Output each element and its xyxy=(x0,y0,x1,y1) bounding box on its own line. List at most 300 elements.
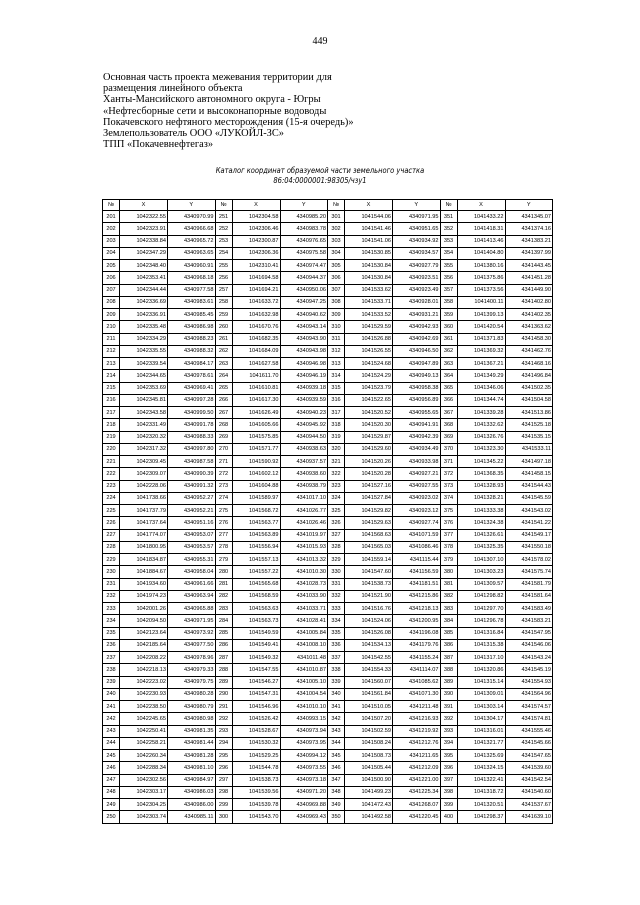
point-number-cell: 368 xyxy=(440,419,457,431)
x-coordinate-cell: 1041626.49 xyxy=(232,407,280,419)
x-coordinate-cell: 1042309.07 xyxy=(120,468,168,480)
y-coordinate-cell: 4340947.25 xyxy=(280,296,328,308)
point-number-cell: 349 xyxy=(328,799,345,811)
y-coordinate-cell: 4340969.41 xyxy=(168,382,216,394)
x-coordinate-cell: 1041502.59 xyxy=(345,725,393,737)
x-coordinate-cell: 1041554.33 xyxy=(345,664,393,676)
y-coordinate-cell: 4340988.23 xyxy=(168,333,216,345)
y-coordinate-cell: 4341545.59 xyxy=(505,492,553,504)
y-coordinate-cell: 4340973.95 xyxy=(280,737,328,749)
point-number-cell: 397 xyxy=(440,774,457,786)
y-coordinate-cell: 4340976.65 xyxy=(280,235,328,247)
y-coordinate-cell: 4340966.68 xyxy=(168,223,216,235)
x-coordinate-cell: 1041694.58 xyxy=(232,272,280,284)
point-number-cell: 229 xyxy=(103,554,120,566)
y-coordinate-cell: 4340928.01 xyxy=(393,296,441,308)
y-coordinate-cell: 4340993.15 xyxy=(280,713,328,725)
catalog-title xyxy=(58,166,583,185)
table-header-row xyxy=(103,200,553,211)
y-coordinate-cell: 4341011.48 xyxy=(280,652,328,664)
x-coordinate-cell: 1041617.30 xyxy=(232,394,280,406)
y-coordinate-cell: 4340994.12 xyxy=(280,750,328,762)
x-coordinate-cell: 1041404.80 xyxy=(457,247,505,259)
x-coordinate-cell: 1041559.14 xyxy=(345,554,393,566)
point-number-cell: 218 xyxy=(103,419,120,431)
y-coordinate-cell: 4340944.50 xyxy=(280,431,328,443)
point-number-cell: 379 xyxy=(440,554,457,566)
x-coordinate-cell: 1041375.86 xyxy=(457,272,505,284)
y-coordinate-cell: 4340938.79 xyxy=(280,480,328,492)
x-coordinate-cell: 1042094.50 xyxy=(120,615,168,627)
point-number-cell: 305 xyxy=(328,260,345,272)
y-coordinate-cell: 4340977.50 xyxy=(168,639,216,651)
table-row xyxy=(103,603,553,615)
column-header: X xyxy=(457,200,505,211)
column-header: Y xyxy=(280,200,328,211)
x-coordinate-cell: 1041304.17 xyxy=(457,713,505,725)
point-number-cell: 330 xyxy=(328,566,345,578)
point-number-cell: 215 xyxy=(103,382,120,394)
x-coordinate-cell: 1041563.77 xyxy=(232,517,280,529)
x-coordinate-cell: 1041530.84 xyxy=(345,260,393,272)
table-row xyxy=(103,517,553,529)
point-number-cell: 266 xyxy=(215,394,232,406)
y-coordinate-cell: 4340969.43 xyxy=(280,811,328,823)
point-number-cell: 373 xyxy=(440,480,457,492)
x-coordinate-cell: 1041774.07 xyxy=(120,529,168,541)
point-number-cell: 332 xyxy=(328,590,345,602)
point-number-cell: 336 xyxy=(328,639,345,651)
point-number-cell: 235 xyxy=(103,627,120,639)
x-coordinate-cell: 1041737.79 xyxy=(120,505,168,517)
point-number-cell: 209 xyxy=(103,309,120,321)
x-coordinate-cell: 1041684.09 xyxy=(232,345,280,357)
x-coordinate-cell: 1041547.55 xyxy=(232,664,280,676)
point-number-cell: 341 xyxy=(328,701,345,713)
y-coordinate-cell: 4340961.66 xyxy=(168,578,216,590)
point-number-cell: 360 xyxy=(440,321,457,333)
point-number-cell: 271 xyxy=(215,456,232,468)
y-coordinate-cell: 4341015.93 xyxy=(280,541,328,553)
y-coordinate-cell: 4340971.20 xyxy=(280,786,328,798)
point-number-cell: 394 xyxy=(440,737,457,749)
x-coordinate-cell: 1041298.37 xyxy=(457,811,505,823)
y-coordinate-cell: 4340997.80 xyxy=(168,443,216,455)
y-coordinate-cell: 4340981.44 xyxy=(168,737,216,749)
table-row xyxy=(103,725,553,737)
point-number-cell: 335 xyxy=(328,627,345,639)
x-coordinate-cell: 1041834.87 xyxy=(120,554,168,566)
y-coordinate-cell: 4341543.02 xyxy=(505,505,553,517)
x-coordinate-cell: 1041368.35 xyxy=(457,468,505,480)
x-coordinate-cell: 1041541.06 xyxy=(345,235,393,247)
point-number-cell: 212 xyxy=(103,345,120,357)
table-row xyxy=(103,627,553,639)
x-coordinate-cell: 1041323.30 xyxy=(457,443,505,455)
y-coordinate-cell: 4341212.76 xyxy=(393,737,441,749)
column-header: № xyxy=(328,200,345,211)
x-coordinate-cell: 1041521.90 xyxy=(345,590,393,602)
x-coordinate-cell: 1042304.25 xyxy=(120,799,168,811)
y-coordinate-cell: 4340985.11 xyxy=(168,811,216,823)
point-number-cell: 249 xyxy=(103,799,120,811)
table-row xyxy=(103,541,553,553)
x-coordinate-cell: 1041315.14 xyxy=(457,676,505,688)
point-number-cell: 317 xyxy=(328,407,345,419)
point-number-cell: 386 xyxy=(440,639,457,651)
header-line: размещения линейного объекта xyxy=(103,83,243,95)
y-coordinate-cell: 4340941.91 xyxy=(393,419,441,431)
x-coordinate-cell: 1041682.35 xyxy=(232,333,280,345)
x-coordinate-cell: 1041530.32 xyxy=(232,737,280,749)
point-number-cell: 309 xyxy=(328,309,345,321)
point-number-cell: 369 xyxy=(440,431,457,443)
x-coordinate-cell: 1041309.01 xyxy=(457,688,505,700)
x-coordinate-cell: 1041526.55 xyxy=(345,345,393,357)
point-number-cell: 285 xyxy=(215,627,232,639)
point-number-cell: 206 xyxy=(103,272,120,284)
point-number-cell: 342 xyxy=(328,713,345,725)
table-row xyxy=(103,223,553,235)
y-coordinate-cell: 4340985.45 xyxy=(168,309,216,321)
x-coordinate-cell: 1042353.69 xyxy=(120,382,168,394)
column-header: X xyxy=(120,200,168,211)
y-coordinate-cell: 4340963.94 xyxy=(168,590,216,602)
point-number-cell: 291 xyxy=(215,701,232,713)
x-coordinate-cell: 1041533.71 xyxy=(345,296,393,308)
point-number-cell: 325 xyxy=(328,505,345,517)
table-row xyxy=(103,578,553,590)
point-number-cell: 314 xyxy=(328,370,345,382)
table-row xyxy=(103,358,553,370)
column-header: № xyxy=(215,200,232,211)
y-coordinate-cell: 4340971.95 xyxy=(168,615,216,627)
x-coordinate-cell: 1041520.26 xyxy=(345,456,393,468)
table-row xyxy=(103,639,553,651)
point-number-cell: 399 xyxy=(440,799,457,811)
point-number-cell: 307 xyxy=(328,284,345,296)
y-coordinate-cell: 4341211.65 xyxy=(393,750,441,762)
y-coordinate-cell: 4340974.47 xyxy=(280,260,328,272)
y-coordinate-cell: 4341221.00 xyxy=(393,774,441,786)
point-number-cell: 367 xyxy=(440,407,457,419)
y-coordinate-cell: 4341583.21 xyxy=(505,615,553,627)
table-row xyxy=(103,382,553,394)
y-coordinate-cell: 4340981.10 xyxy=(168,762,216,774)
y-coordinate-cell: 4340984.97 xyxy=(168,774,216,786)
point-number-cell: 347 xyxy=(328,774,345,786)
point-number-cell: 225 xyxy=(103,505,120,517)
x-coordinate-cell: 1042300.87 xyxy=(232,235,280,247)
table-row xyxy=(103,762,553,774)
y-coordinate-cell: 4341402.80 xyxy=(505,296,553,308)
point-number-cell: 326 xyxy=(328,517,345,529)
y-coordinate-cell: 4341028.73 xyxy=(280,578,328,590)
point-number-cell: 254 xyxy=(215,247,232,259)
point-number-cell: 279 xyxy=(215,554,232,566)
point-number-cell: 353 xyxy=(440,235,457,247)
x-coordinate-cell: 1041602.12 xyxy=(232,468,280,480)
x-coordinate-cell: 1041516.76 xyxy=(345,603,393,615)
table-row xyxy=(103,750,553,762)
x-coordinate-cell: 1041326.61 xyxy=(457,529,505,541)
y-coordinate-cell: 4341004.54 xyxy=(280,688,328,700)
y-coordinate-cell: 4340934.57 xyxy=(393,247,441,259)
point-number-cell: 243 xyxy=(103,725,120,737)
coordinates-table xyxy=(102,199,553,824)
x-coordinate-cell: 1041526.42 xyxy=(232,713,280,725)
point-number-cell: 383 xyxy=(440,603,457,615)
y-coordinate-cell: 4340969.88 xyxy=(280,799,328,811)
x-coordinate-cell: 1041316.84 xyxy=(457,627,505,639)
table-row xyxy=(103,701,553,713)
y-coordinate-cell: 4341383.21 xyxy=(505,235,553,247)
x-coordinate-cell: 1042228.06 xyxy=(120,480,168,492)
y-coordinate-cell: 4341581.64 xyxy=(505,590,553,602)
x-coordinate-cell: 1042317.32 xyxy=(120,443,168,455)
y-coordinate-cell: 4341547.65 xyxy=(505,750,553,762)
point-number-cell: 318 xyxy=(328,419,345,431)
x-coordinate-cell: 1041575.85 xyxy=(232,431,280,443)
x-coordinate-cell: 1042238.50 xyxy=(120,701,168,713)
x-coordinate-cell: 1041332.62 xyxy=(457,419,505,431)
x-coordinate-cell: 1041546.27 xyxy=(232,676,280,688)
x-coordinate-cell: 1041527.84 xyxy=(345,492,393,504)
point-number-cell: 278 xyxy=(215,541,232,553)
point-number-cell: 248 xyxy=(103,786,120,798)
x-coordinate-cell: 1042320.32 xyxy=(120,431,168,443)
x-coordinate-cell: 1041345.22 xyxy=(457,456,505,468)
point-number-cell: 275 xyxy=(215,505,232,517)
x-coordinate-cell: 1042353.41 xyxy=(120,272,168,284)
point-number-cell: 260 xyxy=(215,321,232,333)
y-coordinate-cell: 4340980.28 xyxy=(168,688,216,700)
y-coordinate-cell: 4341086.46 xyxy=(393,541,441,553)
y-coordinate-cell: 4341547.95 xyxy=(505,627,553,639)
y-coordinate-cell: 4340942.69 xyxy=(393,333,441,345)
x-coordinate-cell: 1041605.66 xyxy=(232,419,280,431)
x-coordinate-cell: 1041542.55 xyxy=(345,652,393,664)
point-number-cell: 204 xyxy=(103,247,120,259)
x-coordinate-cell: 1042336.69 xyxy=(120,296,168,308)
table-row xyxy=(103,554,553,566)
y-coordinate-cell: 4341564.96 xyxy=(505,688,553,700)
y-coordinate-cell: 4340943.14 xyxy=(280,321,328,333)
y-coordinate-cell: 4341005.10 xyxy=(280,676,328,688)
x-coordinate-cell: 1041561.84 xyxy=(345,688,393,700)
point-number-cell: 214 xyxy=(103,370,120,382)
x-coordinate-cell: 1041529.60 xyxy=(345,443,393,455)
point-number-cell: 340 xyxy=(328,688,345,700)
x-coordinate-cell: 1041523.79 xyxy=(345,382,393,394)
y-coordinate-cell: 4340946.98 xyxy=(280,358,328,370)
x-coordinate-cell: 1041563.73 xyxy=(232,615,280,627)
y-coordinate-cell: 4341639.10 xyxy=(505,811,553,823)
point-number-cell: 253 xyxy=(215,235,232,247)
x-coordinate-cell: 1042344.44 xyxy=(120,284,168,296)
y-coordinate-cell: 4340956.89 xyxy=(393,394,441,406)
point-number-cell: 392 xyxy=(440,713,457,725)
y-coordinate-cell: 4340997.28 xyxy=(168,394,216,406)
y-coordinate-cell: 4340991.78 xyxy=(168,419,216,431)
point-number-cell: 282 xyxy=(215,590,232,602)
point-number-cell: 316 xyxy=(328,394,345,406)
x-coordinate-cell: 1041589.97 xyxy=(232,492,280,504)
x-coordinate-cell: 1042335.55 xyxy=(120,345,168,357)
y-coordinate-cell: 4341218.13 xyxy=(393,603,441,615)
x-coordinate-cell: 1042323.91 xyxy=(120,223,168,235)
point-number-cell: 258 xyxy=(215,296,232,308)
x-coordinate-cell: 1041400.11 xyxy=(457,296,505,308)
point-number-cell: 202 xyxy=(103,223,120,235)
y-coordinate-cell: 4340999.50 xyxy=(168,407,216,419)
x-coordinate-cell: 1041510.05 xyxy=(345,701,393,713)
x-coordinate-cell: 1042001.26 xyxy=(120,603,168,615)
point-number-cell: 346 xyxy=(328,762,345,774)
y-coordinate-cell: 4340978.96 xyxy=(168,652,216,664)
y-coordinate-cell: 4340951.16 xyxy=(168,517,216,529)
point-number-cell: 286 xyxy=(215,639,232,651)
y-coordinate-cell: 4340968.18 xyxy=(168,272,216,284)
x-coordinate-cell: 1041298.82 xyxy=(457,590,505,602)
point-number-cell: 238 xyxy=(103,664,120,676)
point-number-cell: 339 xyxy=(328,676,345,688)
y-coordinate-cell: 4341545.66 xyxy=(505,737,553,749)
y-coordinate-cell: 4341575.74 xyxy=(505,566,553,578)
x-coordinate-cell: 1041538.73 xyxy=(232,774,280,786)
y-coordinate-cell: 4340990.39 xyxy=(168,468,216,480)
y-coordinate-cell: 4340991.32 xyxy=(168,480,216,492)
x-coordinate-cell: 1041556.94 xyxy=(232,541,280,553)
x-coordinate-cell: 1042345.81 xyxy=(120,394,168,406)
point-number-cell: 280 xyxy=(215,566,232,578)
y-coordinate-cell: 4340985.20 xyxy=(280,211,328,223)
x-coordinate-cell: 1042339.54 xyxy=(120,358,168,370)
y-coordinate-cell: 4340923.49 xyxy=(393,284,441,296)
x-coordinate-cell: 1041800.95 xyxy=(120,541,168,553)
point-number-cell: 276 xyxy=(215,517,232,529)
x-coordinate-cell: 1041633.72 xyxy=(232,296,280,308)
point-number-cell: 227 xyxy=(103,529,120,541)
y-coordinate-cell: 4340942.93 xyxy=(393,321,441,333)
x-coordinate-cell: 1041309.57 xyxy=(457,578,505,590)
table-row xyxy=(103,713,553,725)
y-coordinate-cell: 4340955.65 xyxy=(393,407,441,419)
x-coordinate-cell: 1041538.73 xyxy=(345,578,393,590)
table-row xyxy=(103,211,553,223)
table-row xyxy=(103,272,553,284)
y-coordinate-cell: 4341554.93 xyxy=(505,676,553,688)
x-coordinate-cell: 1041604.88 xyxy=(232,480,280,492)
x-coordinate-cell: 1042260.34 xyxy=(120,750,168,762)
point-number-cell: 283 xyxy=(215,603,232,615)
x-coordinate-cell: 1041884.67 xyxy=(120,566,168,578)
x-coordinate-cell: 1042230.93 xyxy=(120,688,168,700)
x-coordinate-cell: 1042258.21 xyxy=(120,737,168,749)
table-row xyxy=(103,786,553,798)
x-coordinate-cell: 1041565.03 xyxy=(345,541,393,553)
table-row xyxy=(103,419,553,431)
x-coordinate-cell: 1041568.72 xyxy=(232,505,280,517)
y-coordinate-cell: 4341542.54 xyxy=(505,774,553,786)
point-number-cell: 295 xyxy=(215,750,232,762)
x-coordinate-cell: 1042306.46 xyxy=(232,223,280,235)
x-coordinate-cell: 1041322.41 xyxy=(457,774,505,786)
point-number-cell: 323 xyxy=(328,480,345,492)
y-coordinate-cell: 4341581.79 xyxy=(505,578,553,590)
y-coordinate-cell: 4341033.71 xyxy=(280,603,328,615)
y-coordinate-cell: 4340947.89 xyxy=(393,358,441,370)
y-coordinate-cell: 4340927.21 xyxy=(393,468,441,480)
y-coordinate-cell: 4340958.04 xyxy=(168,566,216,578)
x-coordinate-cell: 1041563.89 xyxy=(232,529,280,541)
point-number-cell: 226 xyxy=(103,517,120,529)
y-coordinate-cell: 4340939.59 xyxy=(280,394,328,406)
x-coordinate-cell: 1042245.65 xyxy=(120,713,168,725)
point-number-cell: 302 xyxy=(328,223,345,235)
y-coordinate-cell: 4340923.51 xyxy=(393,272,441,284)
point-number-cell: 288 xyxy=(215,664,232,676)
catalog-title-line: Каталог координат образуемой части земельного участка xyxy=(215,165,425,175)
table-row xyxy=(103,370,553,382)
y-coordinate-cell: 4341458.30 xyxy=(505,333,553,345)
y-coordinate-cell: 4340973.94 xyxy=(280,725,328,737)
point-number-cell: 223 xyxy=(103,480,120,492)
y-coordinate-cell: 4341443.45 xyxy=(505,260,553,272)
x-coordinate-cell: 1041524.29 xyxy=(345,370,393,382)
column-header: № xyxy=(103,200,120,211)
y-coordinate-cell: 4340986.03 xyxy=(168,786,216,798)
point-number-cell: 320 xyxy=(328,443,345,455)
column-header: Y xyxy=(505,200,553,211)
x-coordinate-cell: 1041433.22 xyxy=(457,211,505,223)
x-coordinate-cell: 1041529.82 xyxy=(345,505,393,517)
table-row xyxy=(103,407,553,419)
x-coordinate-cell: 1041472.43 xyxy=(345,799,393,811)
y-coordinate-cell: 4340963.65 xyxy=(168,247,216,259)
point-number-cell: 210 xyxy=(103,321,120,333)
point-number-cell: 251 xyxy=(215,211,232,223)
point-number-cell: 231 xyxy=(103,578,120,590)
x-coordinate-cell: 1041325.69 xyxy=(457,750,505,762)
point-number-cell: 211 xyxy=(103,333,120,345)
point-number-cell: 207 xyxy=(103,284,120,296)
y-coordinate-cell: 4340958.38 xyxy=(393,382,441,394)
point-number-cell: 303 xyxy=(328,235,345,247)
point-number-cell: 259 xyxy=(215,309,232,321)
x-coordinate-cell: 1041546.96 xyxy=(232,701,280,713)
table-row xyxy=(103,480,553,492)
x-coordinate-cell: 1041738.66 xyxy=(120,492,168,504)
x-coordinate-cell: 1041320.51 xyxy=(457,799,505,811)
y-coordinate-cell: 4340923.02 xyxy=(393,492,441,504)
table-row xyxy=(103,664,553,676)
point-number-cell: 324 xyxy=(328,492,345,504)
x-coordinate-cell: 1042304.58 xyxy=(232,211,280,223)
x-coordinate-cell: 1041543.70 xyxy=(232,811,280,823)
y-coordinate-cell: 4340940.23 xyxy=(280,407,328,419)
x-coordinate-cell: 1042185.64 xyxy=(120,639,168,651)
point-number-cell: 343 xyxy=(328,725,345,737)
point-number-cell: 299 xyxy=(215,799,232,811)
y-coordinate-cell: 4341543.24 xyxy=(505,652,553,664)
point-number-cell: 400 xyxy=(440,811,457,823)
point-number-cell: 222 xyxy=(103,468,120,480)
y-coordinate-cell: 4341544.43 xyxy=(505,480,553,492)
y-coordinate-cell: 4341583.49 xyxy=(505,603,553,615)
x-coordinate-cell: 1041934.60 xyxy=(120,578,168,590)
table-row xyxy=(103,468,553,480)
